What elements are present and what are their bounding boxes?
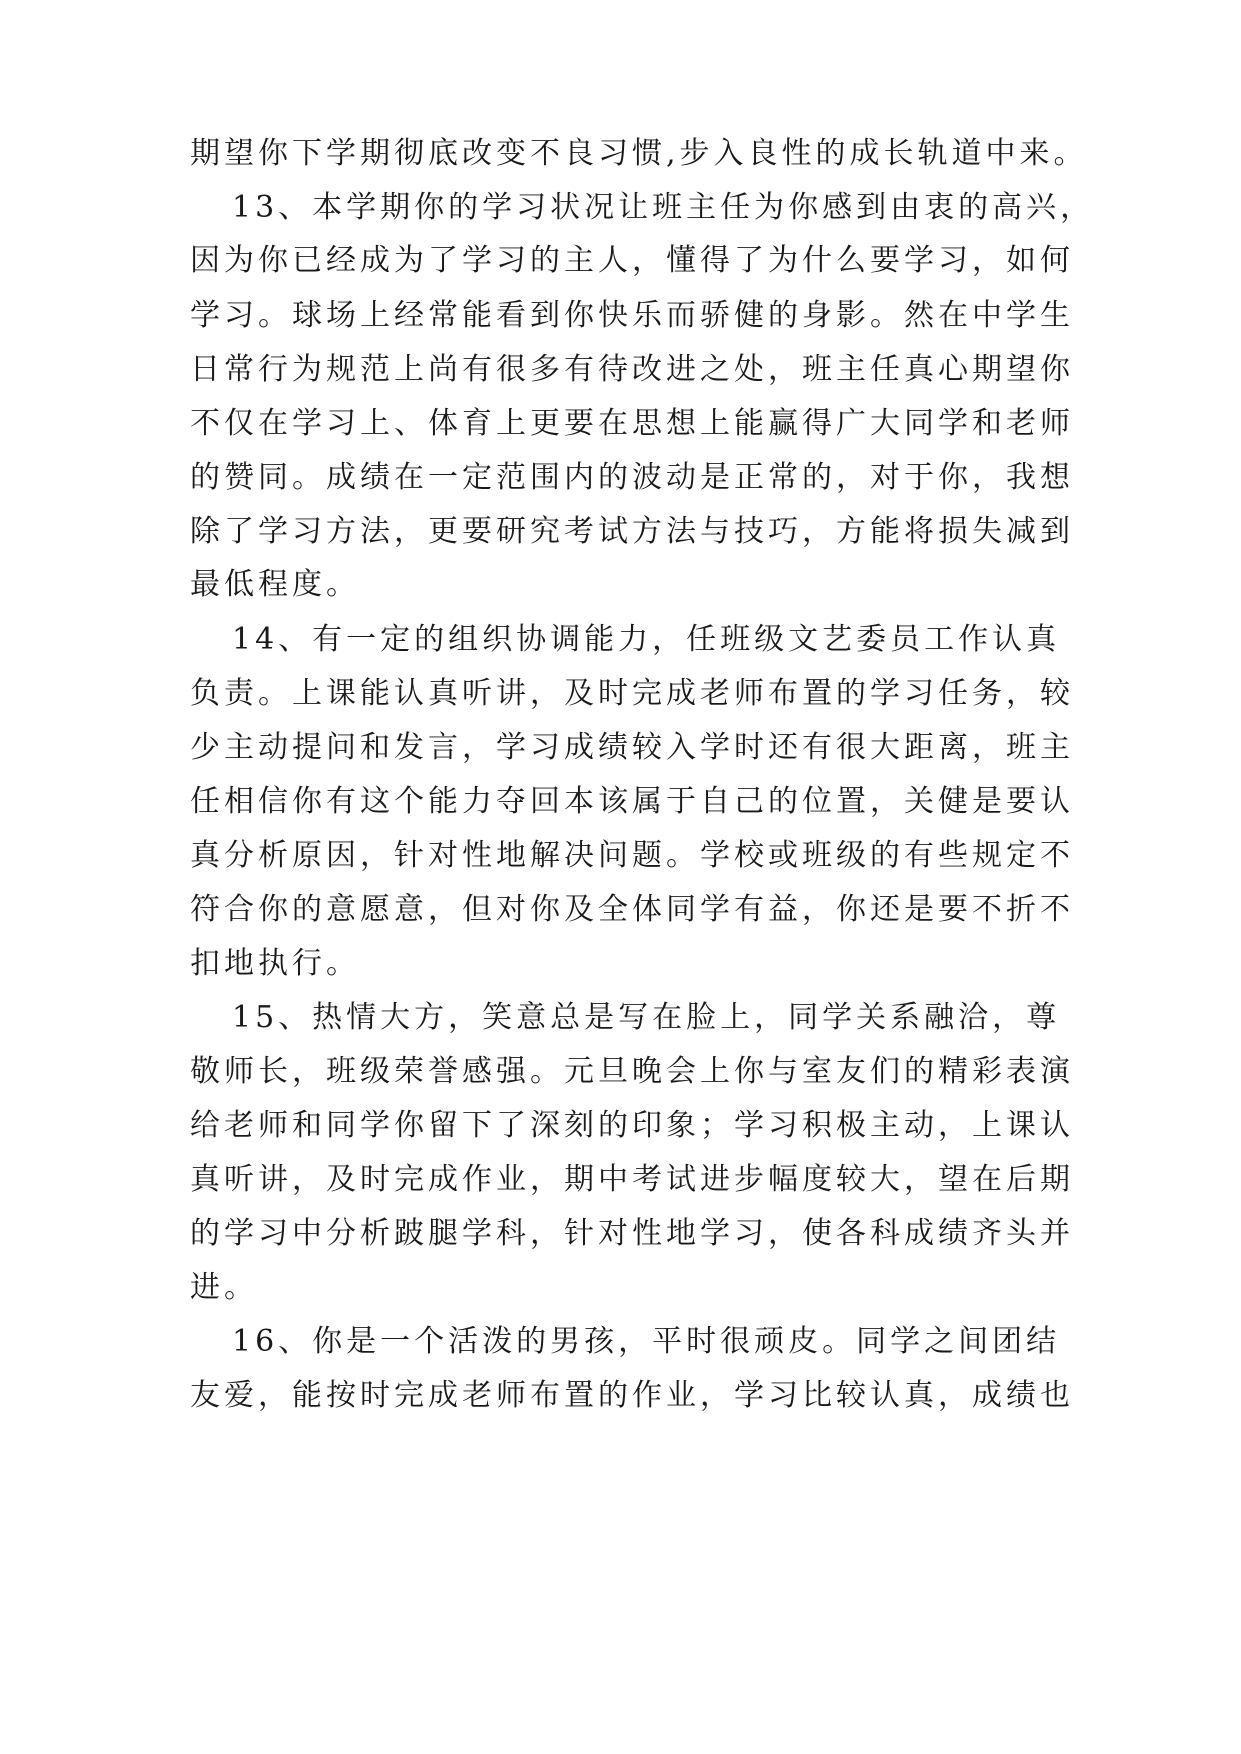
- text-line: 友爱，能按时完成老师布置的作业，学习比较认真，成绩也: [190, 1378, 1074, 1413]
- text-line: 14、有一定的组织协调能力，任班级文艺委员工作认真: [232, 622, 1061, 657]
- text-line: 真分析原因，针对性地解决问题。学校或班级的有些规定不: [190, 838, 1074, 873]
- text-line: 学习。球场上经常能看到你快乐而骄健的身影。然在中学生: [190, 298, 1074, 333]
- text-line: 16、你是一个活泼的男孩，平时很顽皮。同学之间团结: [232, 1324, 1061, 1359]
- text-line: 的学习中分析跛腿学科，针对性地学习，使各科成绩齐头并: [190, 1216, 1074, 1251]
- text-line: 扣地执行。: [190, 946, 360, 981]
- text-line: 负责。上课能认真听讲，及时完成老师布置的学习任务，较: [190, 676, 1074, 711]
- text-line: 敬师长，班级荣誉感强。元旦晚会上你与室友们的精彩表演: [190, 1054, 1074, 1089]
- text-line: 真听讲，及时完成作业，期中考试进步幅度较大，望在后期: [190, 1162, 1074, 1197]
- text-line: 进。: [190, 1270, 258, 1305]
- text-line: 不仅在学习上、体育上更要在思想上能赢得广大同学和老师: [190, 406, 1074, 441]
- text-line: 给老师和同学你留下了深刻的印象；学习积极主动，上课认: [190, 1108, 1074, 1143]
- text-line: 少主动提问和发言，学习成绩较入学时还有很大距离，班主: [190, 730, 1074, 765]
- text-line: 期望你下学期彻底改变不良习惯,步入良性的成长轨道中来。: [190, 136, 1088, 171]
- text-line: 因为你已经成为了学习的主人，懂得了为什么要学习，如何: [190, 243, 1074, 278]
- text-line: 除了学习方法，更要研究考试方法与技巧，方能将损失减到: [190, 514, 1074, 549]
- text-line: 15、热情大方，笑意总是写在脸上，同学关系融洽，尊: [232, 1000, 1061, 1035]
- text-line: 日常行为规范上尚有很多有待改进之处，班主任真心期望你: [190, 352, 1074, 387]
- text-line: 符合你的意愿意，但对你及全体同学有益，你还是要不折不: [190, 892, 1074, 927]
- text-line: 的赞同。成绩在一定范围内的波动是正常的，对于你，我想: [190, 460, 1074, 495]
- text-line: 13、本学期你的学习状况让班主任为你感到由衷的高兴，: [232, 190, 1095, 225]
- text-line: 最低程度。: [190, 567, 360, 602]
- text-line: 任相信你有这个能力夺回本该属于自己的位置，关健是要认: [190, 784, 1074, 819]
